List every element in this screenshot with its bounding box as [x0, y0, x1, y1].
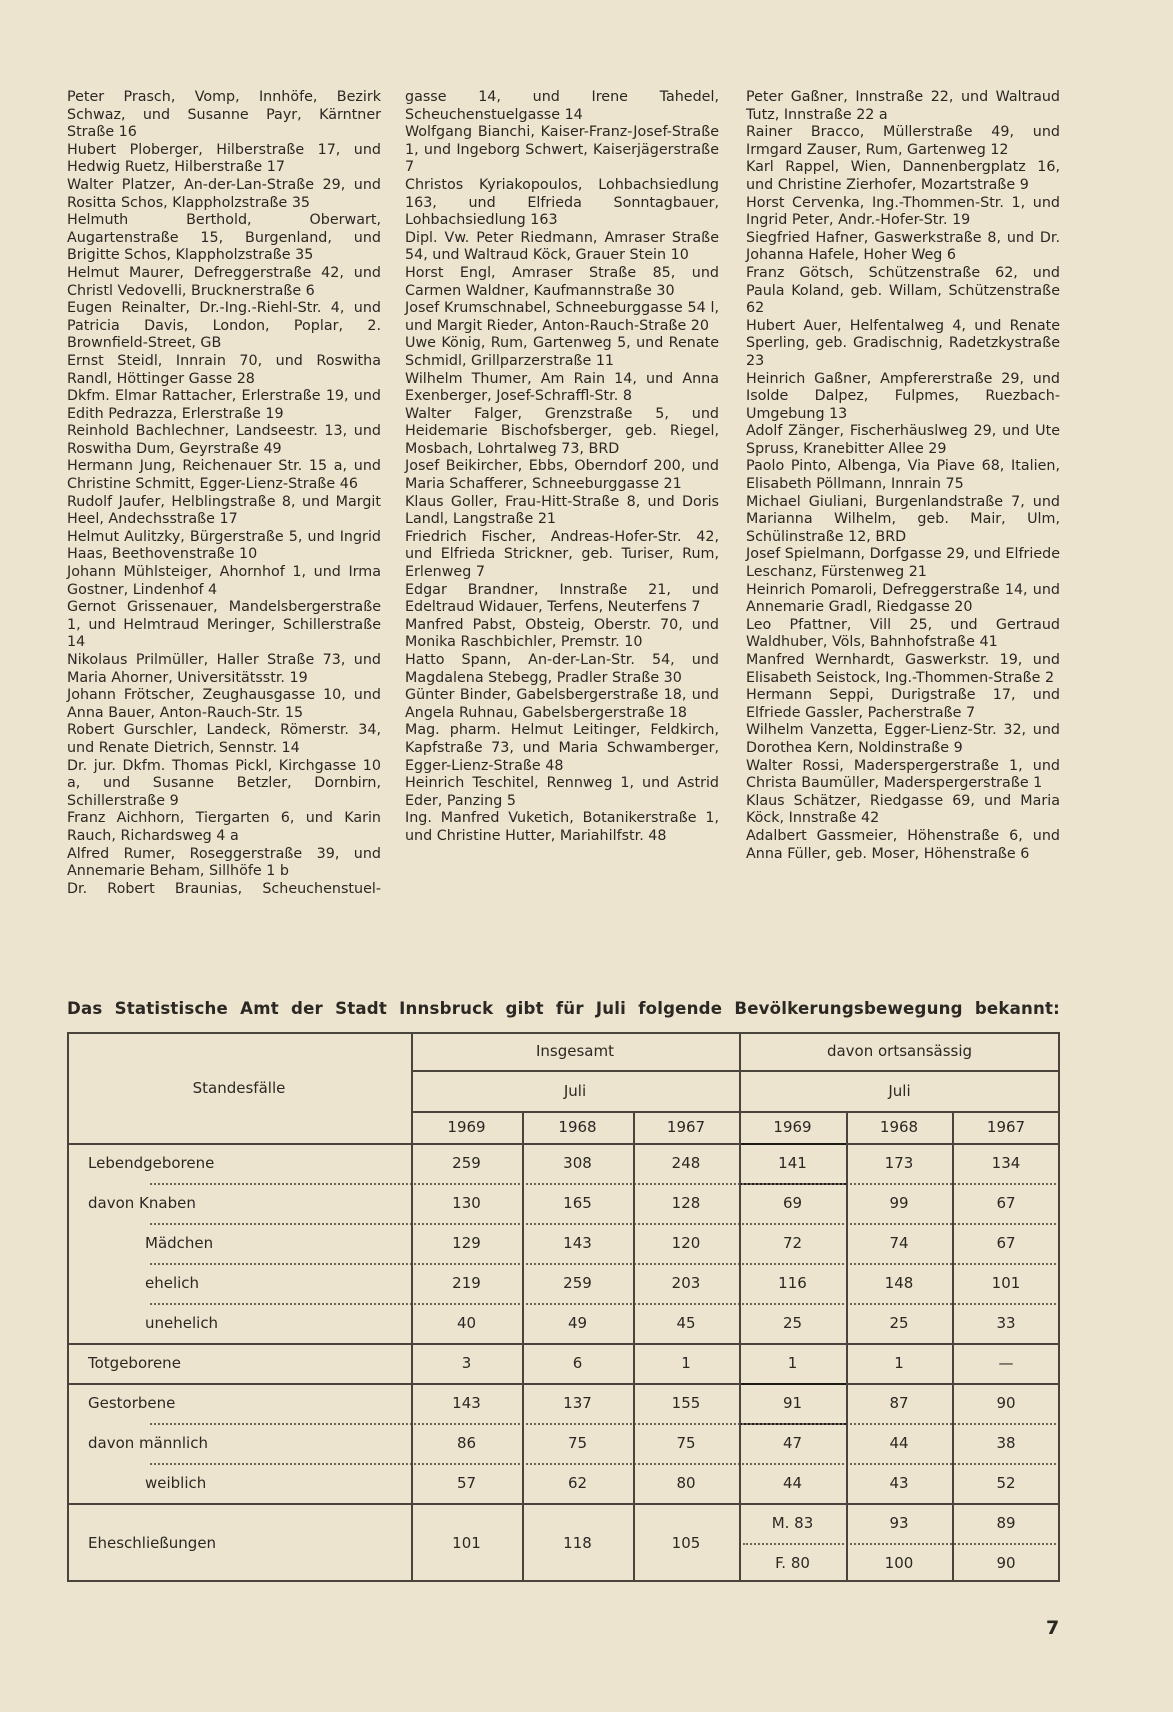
- column-rule: [1058, 1032, 1060, 1582]
- marriage-entry: Josef Beikircher, Ebbs, Oberndorf 200, und Maria Schafferer, Schneeburggasse 21: [405, 458, 719, 493]
- marriage-entry: Edgar Brandner, Innstraße 21, und Edeltraud Widauer, Terfens, Neuterfens 7: [405, 581, 719, 616]
- value-cell: 80: [676, 1474, 696, 1492]
- value-cell: 101: [991, 1274, 1021, 1292]
- value-cell: 120: [671, 1234, 701, 1252]
- marriage-entry: Walter Falger, Grenzstraße 5, und Heidemarie Bischofsberger, geb. Riegel, Mosbach, Lohrtalweg 73, BRD: [405, 405, 719, 457]
- marriage-entry: Gernot Grissenauer, Mandelsbergerstraße 1, und Helmtraud Meringer, Schillerstraße 14: [67, 599, 381, 651]
- value-cell: 91: [782, 1394, 803, 1412]
- marriage-entry: Manfred Wernhardt, Gaswerkstr. 19, und Elisabeth Seistock, Ing.-Thommen-Straße 2: [746, 652, 1060, 686]
- marriage-entry: Michael Giuliani, Burgenlandstraße 7, und Marianna Wilhelm, geb. Mair, Ulm, Schülinstraße 12, BRD: [746, 493, 1060, 545]
- marriage-entry: Johann Frötscher, Zeughausgasse 10, und Anna Bauer, Anton-Rauch-Str. 15: [67, 687, 381, 721]
- value-cell-female: 90: [996, 1553, 1016, 1572]
- value-cell: 52: [996, 1474, 1016, 1492]
- page-number: 7: [1046, 1617, 1060, 1639]
- column-rule: [67, 1032, 69, 1582]
- row-label: unehelich: [145, 1314, 219, 1332]
- value-cell: 248: [671, 1154, 701, 1172]
- marriage-entry: Adolf Zänger, Fischerhäuslweg 29, und Ute Spruss, Kranebitter Allee 29: [746, 423, 1060, 457]
- header-year: 1969: [773, 1118, 812, 1136]
- text-column-3: [746, 89, 1060, 863]
- row-label: weiblich: [145, 1474, 207, 1492]
- value-cell: 62: [567, 1474, 588, 1492]
- marriage-entry: Horst Engl, Amraser Straße 85, und Carmen Waldner, Kaufmannstraße 30: [405, 264, 719, 299]
- value-cell: 43: [889, 1474, 909, 1492]
- header-month: Juli: [563, 1081, 587, 1100]
- value-cell: 1: [681, 1354, 691, 1372]
- marriage-entry: Ing. Manfred Vuketich, Botanikerstraße 1, und Christine Hutter, Mariahilfstr. 48: [405, 810, 719, 844]
- marriage-entry: Karl Rappel, Wien, Dannenbergplatz 16, und Christine Zierhofer, Mozartstraße 9: [746, 159, 1060, 193]
- marriage-entry: Reinhold Bachlechner, Landseestr. 13, und Roswitha Dum, Geyrstraße 49: [67, 423, 381, 457]
- marriage-entry: Johann Mühlsteiger, Ahornhof 1, und Irma Gostner, Lindenhof 4: [67, 564, 381, 598]
- marriage-entry: Peter Gaßner, Innstraße 22, und Waltraud Tutz, Innstraße 22 a: [746, 89, 1060, 123]
- value-cell: 49: [567, 1314, 588, 1332]
- column-rule: [739, 1032, 741, 1582]
- highlight-box: [739, 1383, 848, 1425]
- value-cell: 134: [991, 1154, 1021, 1172]
- rule: [411, 1111, 1060, 1113]
- value-cell: 148: [884, 1274, 914, 1292]
- marriage-entry: Helmut Maurer, Defreggerstraße 42, und Christl Vedovelli, Brucknerstraße 6: [67, 264, 381, 299]
- value-cell: 219: [452, 1274, 481, 1292]
- value-cell: 128: [671, 1194, 701, 1212]
- marriage-entry: Uwe König, Rum, Gartenweg 5, und Renate Schmidl, Grillparzerstraße 11: [405, 335, 719, 369]
- marriage-entry: Friedrich Fischer, Andreas-Hofer-Str. 42, und Elfrieda Strickner, geb. Turiser, Rum, Erlenweg 7: [405, 528, 719, 581]
- column-rule: [411, 1032, 413, 1582]
- value-cell: 47: [782, 1434, 803, 1452]
- value-cell: 67: [996, 1234, 1016, 1252]
- marriage-entry: Günter Binder, Gabelsbergerstraße 18, und Angela Ruhnau, Gabelsbergerstraße 18: [405, 687, 719, 721]
- value-cell: 143: [563, 1234, 592, 1252]
- column-rule: [846, 1111, 848, 1582]
- marriage-entry: Alfred Rumer, Roseggerstraße 39, und Annemarie Beham, Sillhöfe 1 b: [67, 845, 381, 880]
- value-cell: 33: [996, 1314, 1016, 1332]
- value-cell-male: M. 83: [771, 1514, 814, 1532]
- column-rule: [633, 1111, 635, 1582]
- value-cell: 105: [671, 1533, 701, 1552]
- value-cell: 118: [563, 1533, 592, 1552]
- table-title: Das Statistische Amt der Stadt Innsbruck gibt für Juli folgende Bevölkerungsbewegung bekannt:: [67, 999, 1060, 1018]
- value-cell: 72: [782, 1234, 803, 1252]
- value-cell: 3: [461, 1354, 472, 1372]
- value-cell: 259: [452, 1154, 481, 1172]
- column-rule: [952, 1111, 954, 1582]
- marriage-entry: Dkfm. Elmar Rattacher, Erlerstraße 19, und Edith Pedrazza, Erlerstraße 19: [67, 388, 381, 422]
- table-top-rule: [67, 1032, 1060, 1034]
- marriage-entry: Siegfried Hafner, Gaswerkstraße 8, und Dr. Johanna Hafele, Hoher Weg 6: [746, 229, 1060, 264]
- marriage-entry: Helmut Aulitzky, Bürgerstraße 5, und Ingrid Haas, Beethovenstraße 10: [67, 528, 381, 563]
- row-label: davon männlich: [88, 1434, 208, 1452]
- rule: [411, 1070, 1060, 1072]
- header-year: 1967: [666, 1118, 706, 1136]
- marriage-entry: Dipl. Vw. Peter Riedmann, Amraser Straße 54, und Waltraud Köck, Grauer Stein 10: [405, 229, 719, 264]
- header-standesfaelle: Standesfälle: [192, 1078, 286, 1097]
- highlight-box: [739, 1143, 848, 1185]
- marriage-entry: Wolfgang Bianchi, Kaiser-Franz-Josef-Straße 1, und Ingeborg Schwert, Kaiserjägerstraße 7: [405, 124, 719, 176]
- header-month: Juli: [888, 1081, 911, 1100]
- value-cell: 141: [778, 1154, 807, 1172]
- text-column-2: [405, 89, 719, 846]
- value-cell: 1: [787, 1354, 798, 1372]
- marriage-entry: Wilhelm Vanzetta, Egger-Lienz-Str. 32, und Dorothea Kern, Noldinstraße 9: [746, 722, 1060, 756]
- value-cell: 203: [671, 1274, 701, 1292]
- marriage-entry: Hermann Jung, Reichenauer Str. 15 a, und Christine Schmitt, Egger-Lienz-Straße 46: [67, 458, 381, 493]
- value-cell: 44: [782, 1474, 803, 1492]
- header-ortsansaessig: davon ortsansässig: [826, 1042, 973, 1060]
- value-cell: 137: [563, 1394, 592, 1412]
- value-cell: 90: [996, 1394, 1016, 1412]
- value-cell: 25: [782, 1314, 803, 1332]
- marriage-entry: Robert Gurschler, Landeck, Römerstr. 34, und Renate Dietrich, Sennstr. 14: [67, 722, 381, 756]
- marriage-entry: Rudolf Jaufer, Helblingstraße 8, und Margit Heel, Andechsstraße 17: [67, 493, 381, 528]
- value-cell: 259: [563, 1274, 592, 1292]
- value-cell: 75: [567, 1434, 588, 1452]
- value-cell: 44: [889, 1434, 909, 1452]
- value-cell: 57: [456, 1474, 477, 1492]
- marriage-entry: Paolo Pinto, Albenga, Via Piave 68, Italien, Elisabeth Pöllmann, Innrain 75: [746, 458, 1060, 493]
- marriage-entry: Horst Cervenka, Ing.-Thommen-Str. 1, und Ingrid Peter, Andr.-Hofer-Str. 19: [746, 194, 1060, 229]
- marriage-entry: Adalbert Gassmeier, Höhenstraße 6, und Anna Füller, geb. Moser, Höhenstraße 6: [746, 827, 1060, 862]
- value-cell: 74: [889, 1234, 909, 1252]
- value-cell: 38: [996, 1434, 1016, 1452]
- row-label: Eheschließungen: [88, 1533, 217, 1552]
- marriage-entry: Heinrich Pomaroli, Defreggerstraße 14, und Annemarie Gradl, Riedgasse 20: [746, 581, 1060, 616]
- marriage-entry: Hermann Seppi, Durigstraße 17, und Elfriede Gassler, Pacherstraße 7: [746, 687, 1060, 721]
- marriage-entry: Hubert Auer, Helfentalweg 4, und Renate Sperling, geb. Gradischnig, Radetzkystraße 23: [746, 317, 1060, 369]
- marriage-entry: Walter Rossi, Maderspergerstraße 1, und Christa Baumüller, Maderspergerstraße 1: [746, 757, 1060, 792]
- value-cell: 69: [782, 1194, 803, 1212]
- value-cell: 87: [889, 1394, 909, 1412]
- table-bottom-rule: [67, 1580, 1060, 1582]
- marriage-entry: Wilhelm Thumer, Am Rain 14, und Anna Exenberger, Josef-Schraffl-Str. 8: [405, 370, 719, 405]
- row-label: davon Knaben: [88, 1194, 196, 1212]
- marriage-entry: Walter Platzer, An-der-Lan-Straße 29, und Rositta Schos, Klappholzstraße 35: [67, 176, 381, 211]
- value-cell: 86: [456, 1434, 477, 1452]
- marriage-entry: Heinrich Teschitel, Rennweg 1, und Astrid Eder, Panzing 5: [405, 775, 719, 809]
- header-year: 1968: [558, 1118, 597, 1136]
- value-cell: 155: [671, 1394, 701, 1412]
- marriage-entry: Josef Krumschnabel, Schneeburggasse 54 l, und Margit Rieder, Anton-Rauch-Straße 20: [405, 300, 719, 334]
- marriage-entry: Peter Prasch, Vomp, Innhöfe, Bezirk Schwaz, und Susanne Payr, Kärntner Straße 16: [67, 89, 381, 141]
- text-column-1: [67, 89, 381, 898]
- value-cell-female: 100: [884, 1553, 914, 1572]
- header-year: 1969: [447, 1118, 486, 1136]
- header-insgesamt: Insgesamt: [536, 1042, 614, 1060]
- row-label: Lebendgeborene: [88, 1154, 215, 1172]
- marriage-entry: Heinrich Gaßner, Ampfererstraße 29, und Isolde Dalpez, Fulpmes, Ruezbach-Umgebung 13: [746, 370, 1060, 422]
- value-cell-male: 89: [996, 1514, 1016, 1532]
- value-cell: 165: [563, 1194, 592, 1212]
- row-label: ehelich: [145, 1274, 200, 1292]
- marriage-entry: Franz Götsch, Schützenstraße 62, und Paula Koland, geb. Willam, Schützenstraße 62: [746, 264, 1060, 317]
- header-year: 1967: [986, 1118, 1026, 1136]
- marriage-entry: Klaus Schätzer, Riedgasse 69, und Maria Köck, Innstraße 42: [746, 792, 1060, 827]
- value-cell: 1: [894, 1354, 904, 1372]
- column-rule: [522, 1111, 524, 1582]
- marriage-entry: Leo Pfattner, Vill 25, und Gertraud Waldhuber, Völs, Bahnhofstraße 41: [746, 616, 1060, 651]
- value-cell-female: F. 80: [775, 1553, 810, 1572]
- marriage-entry: Hubert Ploberger, Hilberstraße 17, und Hedwig Ruetz, Hilberstraße 17: [67, 141, 381, 176]
- statistics-table: [67, 1032, 1060, 1582]
- marriage-entry: Helmuth Berthold, Oberwart, Augartenstraße 15, Burgenland, und Brigitte Schos, Klappholzstraße 35: [67, 212, 381, 264]
- marriage-entry: Klaus Goller, Frau-Hitt-Straße 8, und Doris Landl, Langstraße 21: [405, 493, 719, 528]
- value-cell-male: 93: [889, 1514, 909, 1532]
- value-cell: 116: [778, 1274, 807, 1292]
- value-cell: 6: [572, 1354, 583, 1372]
- marriage-entry: Mag. pharm. Helmut Leitinger, Feldkirch, Kapfstraße 73, und Maria Schwamberger, Egger-Lienz-Straße 48: [405, 722, 719, 774]
- value-cell: 45: [676, 1314, 696, 1332]
- value-cell: 173: [884, 1154, 914, 1172]
- dotted-rule: [743, 1543, 1060, 1545]
- row-label: Mädchen: [145, 1234, 214, 1252]
- value-cell: 75: [676, 1434, 696, 1452]
- value-cell: 308: [563, 1154, 592, 1172]
- value-cell: 40: [456, 1314, 477, 1332]
- marriage-entry: Dr. jur. Dkfm. Thomas Pickl, Kirchgasse 10 a, und Susanne Betzler, Dornbirn, Schillerstraße 9: [67, 757, 381, 809]
- row-label: Totgeborene: [88, 1354, 181, 1372]
- value-cell: —: [998, 1354, 1014, 1372]
- marriage-entry: Dr. Robert Braunias, Scheuchenstuel-: [67, 880, 381, 897]
- marriage-entry: Hatto Spann, An-der-Lan-Str. 54, und Magdalena Stebegg, Pradler Straße 30: [405, 652, 719, 686]
- value-cell: 99: [889, 1194, 909, 1212]
- marriage-entry: Josef Spielmann, Dorfgasse 29, und Elfriede Leschanz, Fürstenweg 21: [746, 546, 1060, 581]
- value-cell: 25: [889, 1314, 909, 1332]
- value-cell: 67: [996, 1194, 1016, 1212]
- value-cell: 129: [452, 1234, 481, 1252]
- marriage-entry: Christos Kyriakopoulos, Lohbachsiedlung 163, und Elfrieda Sonntagbauer, Lohbachsiedlung 163: [405, 176, 719, 229]
- value-cell: 143: [452, 1394, 481, 1412]
- marriage-entry: Ernst Steidl, Innrain 70, und Roswitha Randl, Höttinger Gasse 28: [67, 352, 381, 387]
- marriage-entry: Manfred Pabst, Obsteig, Oberstr. 70, und Monika Raschbichler, Premstr. 10: [405, 616, 719, 651]
- marriage-entry: gasse 14, und Irene Tahedel, Scheuchenstuelgasse 14: [405, 89, 719, 123]
- header-year: 1968: [879, 1118, 919, 1136]
- marriage-entry: Franz Aichhorn, Tiergarten 6, und Karin Rauch, Richardsweg 4 a: [67, 810, 381, 844]
- row-label: Gestorbene: [88, 1394, 176, 1412]
- marriage-entry: Rainer Bracco, Müllerstraße 49, und Irmgard Zauser, Rum, Gartenweg 12: [746, 124, 1060, 158]
- value-cell: 130: [452, 1194, 481, 1212]
- value-cell: 101: [452, 1533, 481, 1552]
- marriage-entry: Nikolaus Prilmüller, Haller Straße 73, und Maria Ahorner, Universitätsstr. 19: [67, 652, 381, 686]
- marriage-entry: Eugen Reinalter, Dr.-Ing.-Riehl-Str. 4, und Patricia Davis, London, Poplar, 2. Brownfield-Street, GB: [67, 300, 381, 352]
